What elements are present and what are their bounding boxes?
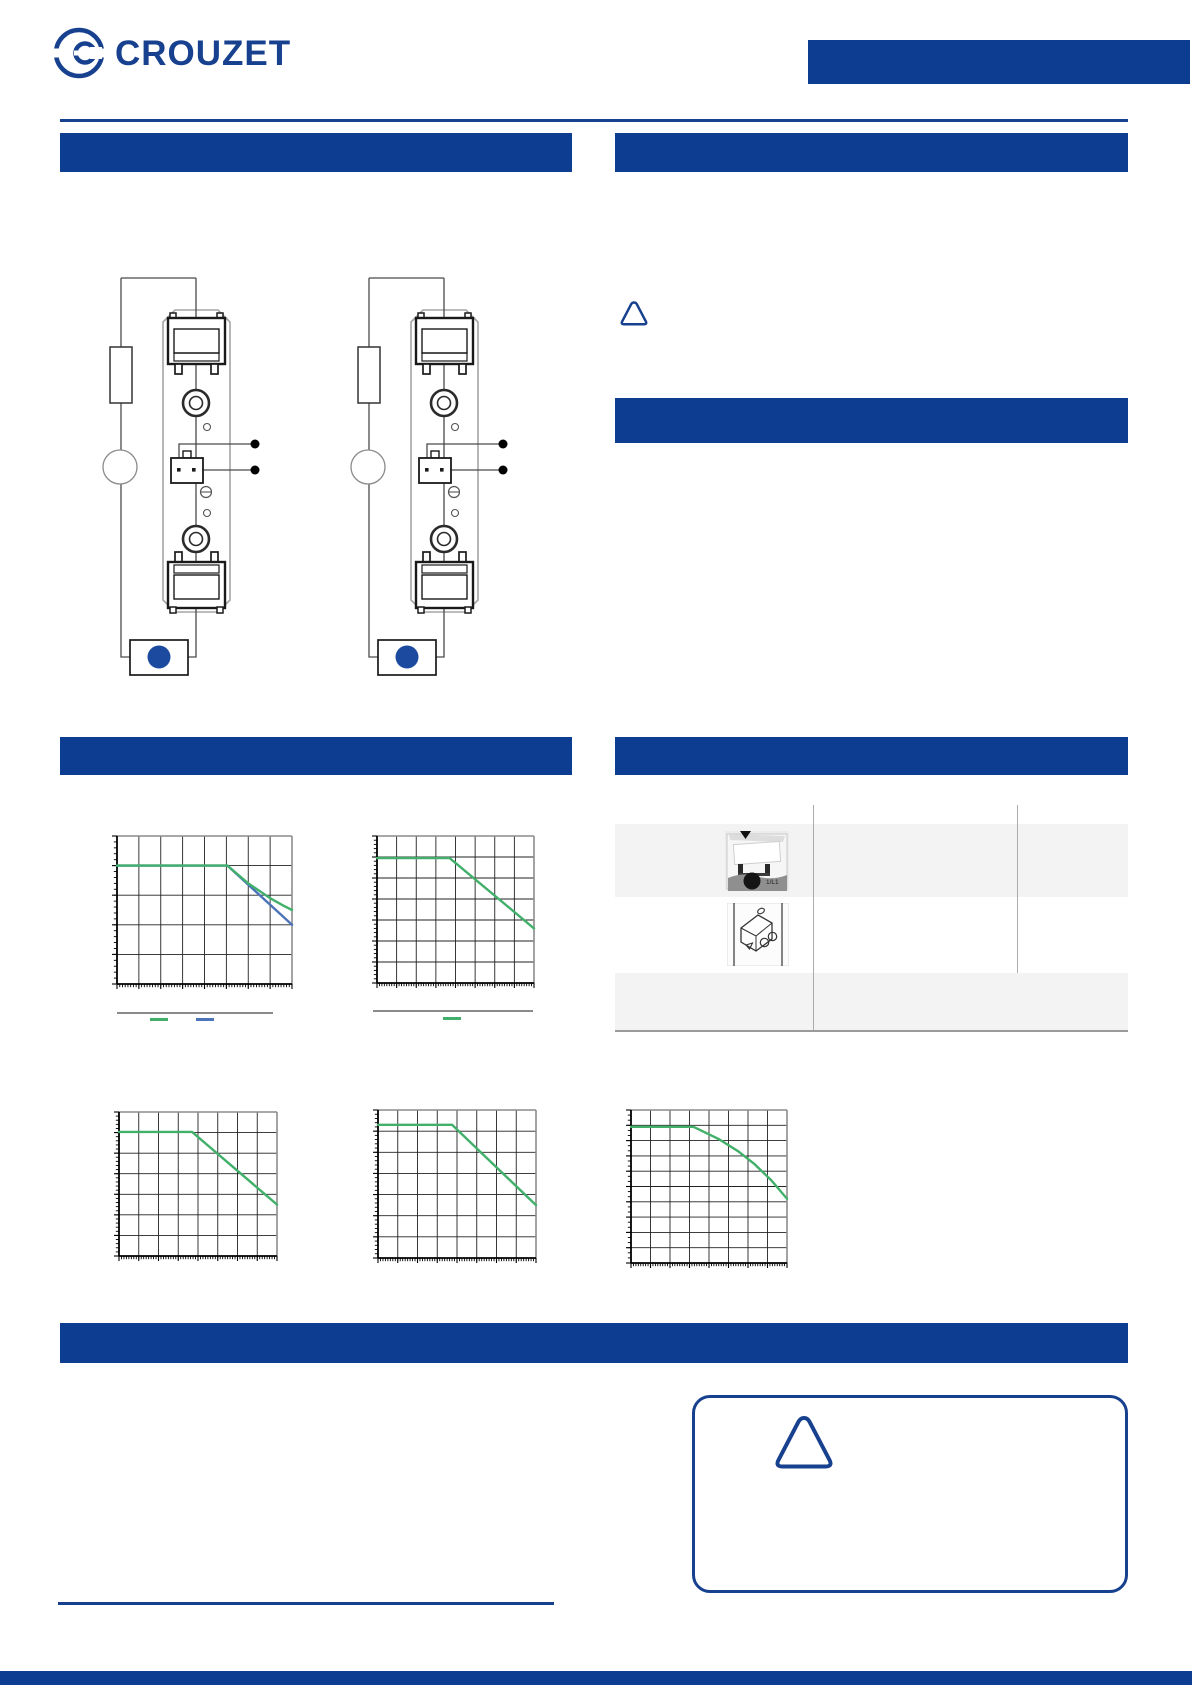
screw-bottom bbox=[183, 526, 209, 552]
crouzet-logo-icon bbox=[52, 26, 106, 80]
input-terminal-dot bbox=[251, 440, 260, 449]
page-bottom-bar bbox=[0, 1671, 1192, 1685]
section-header-bar-full-width bbox=[60, 1323, 1128, 1363]
table-column-divider bbox=[1017, 805, 1018, 973]
table-bottom-border bbox=[615, 1030, 1128, 1032]
legend-rule bbox=[117, 1012, 273, 1014]
brand-name: CROUZET bbox=[115, 33, 292, 73]
line-chart-derating-curve-2 bbox=[368, 1106, 544, 1268]
input-terminal-dot bbox=[499, 440, 508, 449]
table-row bbox=[615, 824, 1128, 897]
screw-top bbox=[431, 390, 457, 416]
section-header-bar-right-3 bbox=[615, 737, 1128, 775]
warning-triangle-icon bbox=[767, 1411, 841, 1477]
load-indicator-blue-dot bbox=[396, 646, 419, 669]
legend-swatch bbox=[196, 1018, 214, 1021]
terminal-block-drawing bbox=[727, 903, 789, 966]
footer-left-rule bbox=[58, 1602, 554, 1605]
warning-note-box bbox=[692, 1395, 1128, 1593]
bottom-screw-terminal bbox=[168, 562, 225, 608]
source-circle bbox=[351, 450, 385, 484]
input-terminal-dot bbox=[499, 466, 508, 475]
table-row bbox=[615, 973, 1128, 1030]
section-header-bar-left-2 bbox=[60, 737, 572, 775]
input-connector bbox=[419, 458, 451, 483]
screw-bottom bbox=[431, 526, 457, 552]
table-column-divider bbox=[813, 805, 814, 1030]
section-header-bar-left-1 bbox=[60, 133, 572, 172]
source-circle bbox=[103, 450, 137, 484]
screw-top bbox=[183, 390, 209, 416]
section-header-bar-right-1 bbox=[615, 133, 1128, 172]
line-chart-derating-curve-3 bbox=[621, 1106, 795, 1273]
top-screw-terminal bbox=[168, 318, 225, 364]
top-screw-terminal bbox=[416, 318, 473, 364]
bottom-screw-terminal bbox=[416, 562, 473, 608]
section-header-bar-right-2 bbox=[615, 398, 1128, 443]
legend-rule bbox=[373, 1010, 533, 1012]
header-divider-rule bbox=[60, 119, 1128, 122]
wiring-diagram-2 bbox=[343, 255, 518, 680]
load-indicator-blue-dot bbox=[148, 646, 171, 669]
top-right-title-bar bbox=[808, 40, 1190, 84]
input-connector bbox=[171, 458, 203, 483]
line-chart-load-current-curve-2 bbox=[367, 832, 542, 993]
warning-triangle-icon bbox=[617, 297, 651, 331]
terminal-marking-label: 1/L1 bbox=[766, 879, 779, 886]
fuse-symbol bbox=[110, 347, 132, 403]
crouzet-logo bbox=[52, 26, 291, 80]
relay-face-photo bbox=[725, 831, 789, 891]
line-chart-load-current-curve-1 bbox=[107, 832, 300, 994]
legend-swatch bbox=[443, 1017, 461, 1020]
wiring-diagram-1 bbox=[95, 255, 270, 680]
fuse-symbol bbox=[358, 347, 380, 403]
line-chart-derating-curve-1 bbox=[109, 1108, 285, 1266]
input-terminal-dot bbox=[251, 466, 260, 475]
legend-swatch bbox=[150, 1018, 168, 1021]
